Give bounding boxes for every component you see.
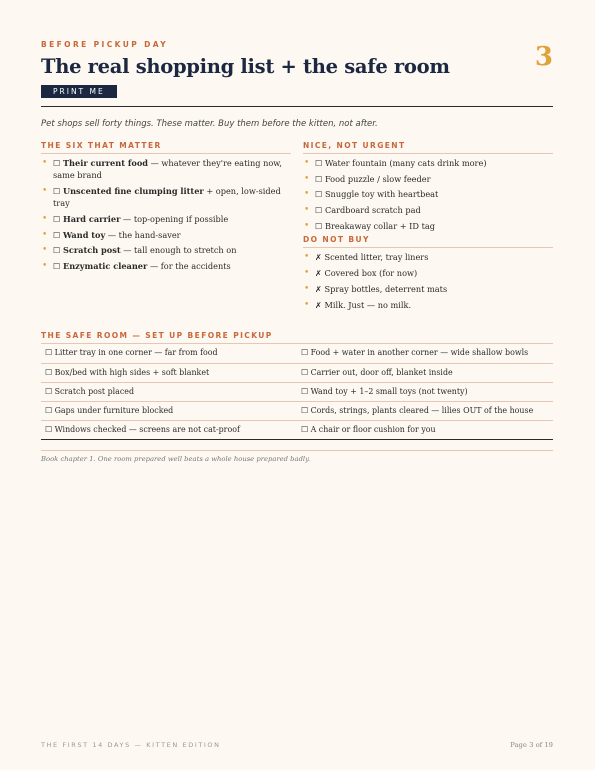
item-name: Unscented fine clumping litter [62,185,204,196]
footnote: Book chapter 1. One room prepared well beats a whole house prepared badly. [41,450,553,463]
item-name: Hard carrier [62,213,121,224]
intro-text: Pet shops sell forty things. These matter. Buy them before the kitten, not after. [41,119,378,129]
footer-page-number: Page 3 of 19 [510,741,553,749]
checklist-item[interactable]: ☐ Wand toy + 1–2 small toys (not twenty) [297,382,553,401]
item-name: Wand toy [62,229,106,240]
checklist-item[interactable]: ☐ Cords, strings, plants cleared — lilies OUT of the house [297,401,553,420]
nice-heading: NICE, NOT URGENT [303,141,553,154]
checklist-item[interactable]: ☐ Scratch post placed [41,382,297,401]
header-divider [41,106,553,107]
item-desc: — for the accidents [147,261,231,272]
item-desc: — whatever they're eating now, same brand [53,158,282,181]
checklist-item[interactable]: ☐ Food + water in another corner — wide shallow bowls [297,344,553,363]
checklist-item[interactable]: ☐ Litter tray in one corner — far from food [41,344,297,363]
list-item[interactable]: • ☐ Scratch post — tall enough to stretch on [41,244,291,256]
list-item[interactable]: • ☐ Hard carrier — top-opening if possible [41,213,291,225]
checklist-item[interactable]: ☐ Gaps under furniture blocked [41,401,297,420]
checklist-item[interactable]: ☐ A chair or floor cushion for you [297,420,553,439]
list-item: • ✗ Scented litter, tray liners [303,251,553,263]
safe-room-heading: THE SAFE ROOM — SET UP BEFORE PICKUP [41,331,553,344]
page-title: The real shopping list + the safe room [41,55,450,78]
table-row [41,344,553,363]
table-row [41,382,553,401]
six-list [41,157,291,272]
item-desc: — the hand-saver [105,229,181,240]
print-me-badge: PRINT ME [41,85,117,98]
six-column [41,141,291,314]
item-name: Their current food [62,158,149,168]
item-desc: + open, low-sided tray [53,185,281,209]
list-item[interactable]: • ☐ Unscented fine clumping litter + open, low-sided tray [41,185,291,210]
list-item[interactable]: • ☐ Breakaway collar + ID tag [303,220,553,232]
optional-column [303,141,553,314]
list-item: • ✗ Spray bottles, deterrent mats [303,283,553,295]
six-heading: THE SIX THAT MATTER [41,141,291,154]
footer-book-title: THE FIRST 14 DAYS — KITTEN EDITION [41,741,221,749]
item-desc: — tall enough to stretch on [120,245,237,256]
item-desc: — top-opening if possible [120,213,229,224]
item-name: Scratch post [62,245,121,256]
checklist-item[interactable]: ☐ Windows checked — screens are not cat-proof [41,420,297,439]
list-item: • ✗ Covered box (for now) [303,267,553,279]
do-not-buy-list [303,251,553,310]
table-row [41,401,553,420]
list-item[interactable]: • ☐ Water fountain (many cats drink more) [303,157,553,169]
list-item[interactable]: • ☐ Wand toy — the hand-saver [41,229,291,241]
lists-columns [41,141,553,314]
list-item[interactable]: • ☐ Their current food — whatever they're eating now, same brand [41,157,291,182]
do-not-buy-heading: DO NOT BUY [303,235,553,248]
list-item: • ✗ Milk. Just — no milk. [303,299,553,311]
section-eyebrow: BEFORE PICKUP DAY [41,40,169,49]
list-item[interactable]: • ☐ Snuggle toy with heartbeat [303,188,553,200]
list-item[interactable]: • ☐ Enzymatic cleaner — for the accidents [41,260,291,272]
table-row [41,420,553,439]
table-row [41,363,553,382]
item-name: Enzymatic cleaner [62,261,148,272]
safe-room-checklist [41,344,553,440]
nice-list [303,157,553,232]
list-item[interactable]: • ☐ Cardboard scratch pad [303,204,553,216]
page [41,40,553,463]
checklist-item[interactable]: ☐ Carrier out, door off, blanket inside [297,363,553,382]
checklist-item[interactable]: ☐ Box/bed with high sides + soft blanket [41,363,297,382]
list-item[interactable]: • ☐ Food puzzle / slow feeder [303,173,553,185]
chapter-number: 3 [534,42,553,72]
